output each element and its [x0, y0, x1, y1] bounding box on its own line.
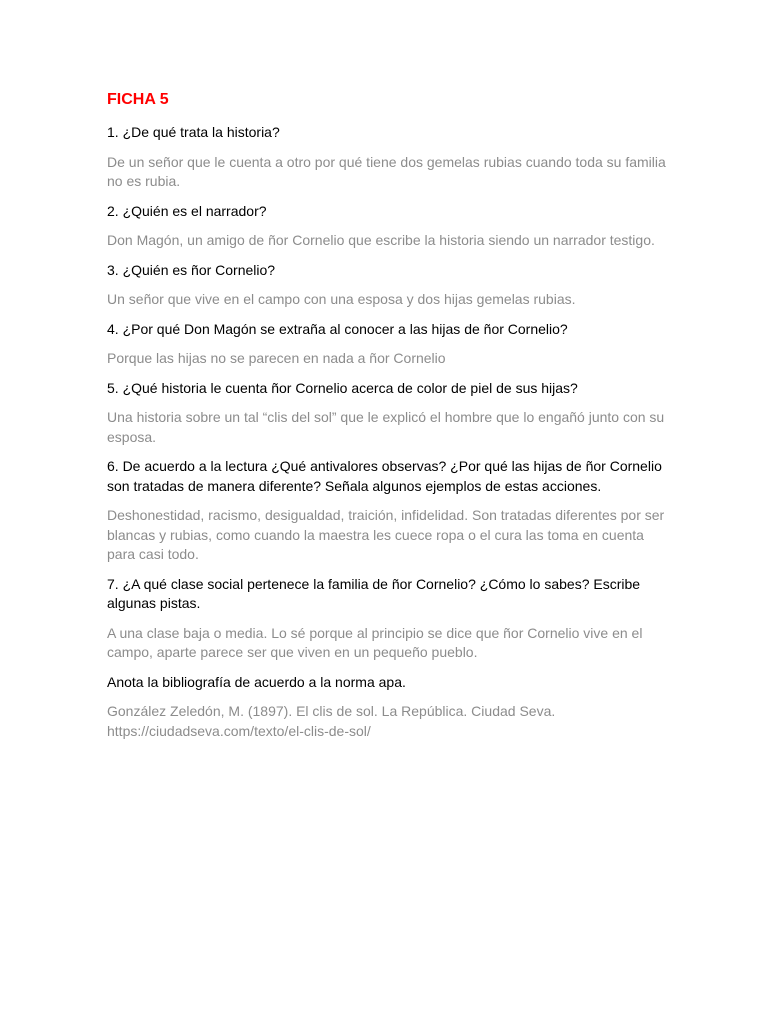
answer-2: Don Magón, un amigo de ñor Cornelio que escribe la historia siendo un narrador testigo. — [107, 232, 655, 248]
qa-item-2 — [107, 202, 667, 251]
qa-item-6 — [107, 457, 667, 565]
qa-item-7 — [107, 575, 667, 663]
qa-item-bibliography — [107, 673, 667, 742]
document-page — [107, 90, 667, 751]
question-4: 4. ¿Por qué Don Magón se extraña al conocer a las hijas de ñor Cornelio? — [107, 320, 568, 337]
answer-1: De un señor que le cuenta a otro por qué tiene dos gemelas rubias cuando toda su familia no es rubia. — [107, 153, 666, 189]
question-5: 5. ¿Qué historia le cuenta ñor Cornelio acerca de color de piel de sus hijas? — [107, 379, 578, 396]
answer-4: Porque las hijas no se parecen en nada a ñor Cornelio — [107, 350, 446, 366]
qa-item-3 — [107, 261, 667, 310]
bibliography-prompt: Anota la bibliografía de acuerdo a la norma apa. — [107, 673, 406, 690]
page-title: FICHA 5 — [107, 91, 169, 108]
bibliography-reference: González Zeledón, M. (1897). El clis de sol. La República. Ciudad Seva. https://ciudadseva.com/texto/el-clis-de-sol/ — [107, 703, 556, 739]
question-3: 3. ¿Quién es ñor Cornelio? — [107, 261, 276, 278]
answer-5: Una historia sobre un tal “clis del sol” que le explicó el hombre que lo engañó junto con su esposa. — [107, 409, 665, 445]
question-7: 7. ¿A qué clase social pertenece la familia de ñor Cornelio? ¿Cómo lo sabes? Escribe algunas pistas. — [107, 575, 641, 611]
question-6: 6. De acuerdo a la lectura ¿Qué antivalores observas? ¿Por qué las hijas de ñor Cornelio son tratadas de manera diferente? Señala algunos ejemplos de estas acciones. — [107, 458, 662, 494]
question-1: 1. ¿De qué trata la historia? — [107, 124, 280, 140]
qa-item-1 — [107, 123, 667, 192]
question-2: 2. ¿Quién es el narrador? — [107, 202, 267, 219]
qa-item-5 — [107, 379, 667, 448]
answer-7: A una clase baja o media. Lo sé porque al principio se dice que ñor Cornelio vive en el campo, aparte parece ser que viven en un pequeño pueblo. — [107, 624, 643, 660]
answer-3: Un señor que vive en el campo con una esposa y dos hijas gemelas rubias. — [107, 291, 576, 307]
answer-6: Deshonestidad, racismo, desigualdad, traición, infidelidad. Son tratadas diferentes por ser blancas y rubias, como cuando la maestra les cuece ropa o el cura las toma en cuenta para casi todo. — [107, 507, 665, 562]
qa-item-4 — [107, 320, 667, 369]
